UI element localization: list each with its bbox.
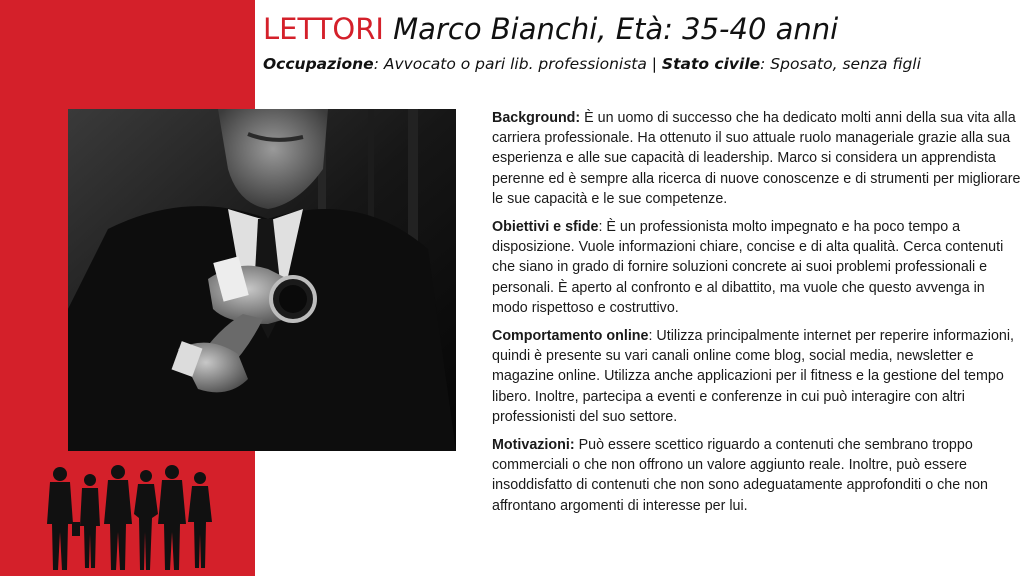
status-value: : Sposato, senza figli: [760, 55, 921, 73]
occupation-value: : Avvocato o pari lib. professionista |: [373, 55, 662, 73]
section-text: È un uomo di successo che ha dedicato molti anni della sua vita alla carriera professionale. Ha ottenuto il suo attuale ruolo manageriale grazie alla sua esperienza e alle sue capacità di leadership. Marco si considera un apprendista perenne ed è sempre alla ricerca di nuove conoscenze e di strumenti per migliorare le sue capacità e le sue competenze.: [492, 110, 1021, 207]
section-background: [492, 108, 1022, 209]
section-online-behavior: [492, 326, 1022, 427]
status-label: Stato civile: [661, 55, 761, 73]
section-label: Motivazioni:: [492, 437, 575, 454]
section-text: Può essere scettico riguardo a contenuti che sembrano troppo commerciali o che non offrono un valore aggiunto reale. Inoltre, può essere insoddisfatto di contenuti che non sono adeguatamente approfonditi o che non affrontano argomenti di interesse per lui.: [492, 437, 988, 514]
businessman-photo-graphic: [68, 109, 456, 451]
persona-subtitle: [263, 52, 1018, 76]
title-accent: LETTORI: [263, 12, 384, 46]
section-text: : Utilizza principalmente internet per reperire informazioni, quindi è presente su vari canali online come blog, social media, newsletter e magazine online. Utilizza anche applicazioni per il fitness e la gestione del tempo libero. Inoltre, partecipa a eventi e conferenze in cui può interagire con altri professionisti del suo settore.: [492, 328, 1015, 425]
occupation-label: Occupazione: [263, 55, 374, 73]
section-label: Comportamento online: [492, 328, 649, 345]
persona-details: [492, 108, 1022, 524]
silhouettes-graphic: [40, 462, 215, 572]
businessman-photo: [68, 109, 456, 451]
section-goals: [492, 217, 1022, 318]
persona-name: Marco Bianchi, Età: 35-40 anni: [393, 12, 839, 46]
header: [263, 6, 1018, 76]
business-people-silhouettes: [40, 462, 215, 572]
section-motivations: [492, 435, 1022, 516]
section-label: Obiettivi e sfide: [492, 219, 599, 236]
section-text: : È un professionista molto impegnato e ha poco tempo a disposizione. Vuole informazioni chiare, concise e di alta qualità. Cerca contenuti che siano in grado di fornire soluzioni concrete ai suoi problemi professionali e personali. È aperto al confronto e al dibattito, ma vuole che questo avvenga in modo rispettoso e costruttivo.: [492, 219, 1004, 316]
page-title: [263, 6, 1018, 52]
section-label: Background:: [492, 110, 581, 126]
